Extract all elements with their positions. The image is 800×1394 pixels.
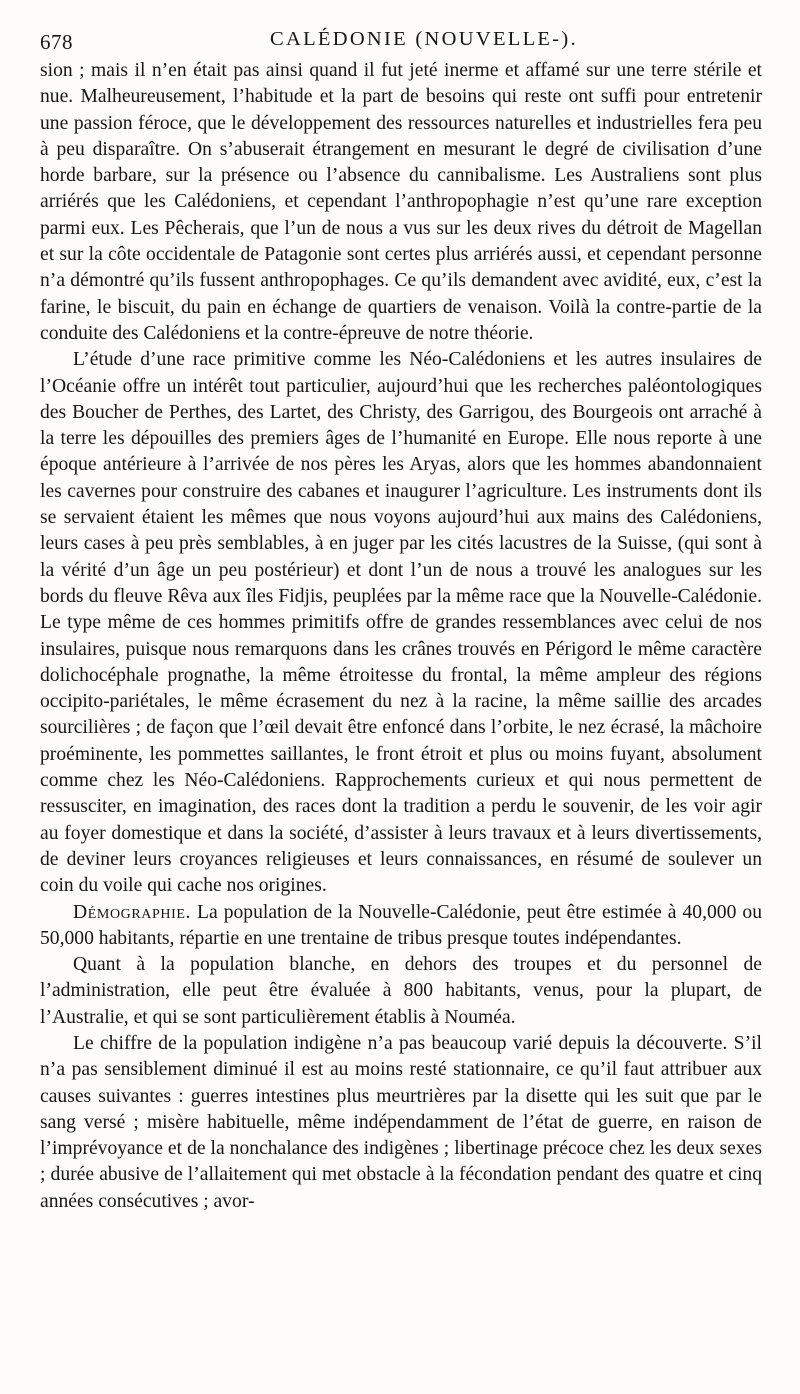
body-text [40, 58, 762, 1215]
page-header [40, 24, 762, 58]
section-heading-demographie: Démographie. [73, 901, 192, 923]
paragraph-demography [40, 900, 762, 953]
paragraph-cannibalism: sion ; mais il n’en était pas ainsi quand il fut jeté inerme et affamé sur une terre stérile et nue. Malheureusement, l’habitude et la part de besoins qui reste ont suffi pour entretenir une passion féroce, que le développement des ressources naturelles et industrielles fera peu à peu disparaître. On s’abuserait étrangement en mesurant le degré de civilisation d’une horde barbare, sur la présence ou l’absence du cannibalisme. Les Australiens sont plus arriérés que les Calédoniens, et cependant l’anthropophagie n’est qu’une rare exception parmi eux. Les Pêcherais, que l’un de nous a vus sur les deux rives du détroit de Magellan et sur la côte occidentale de Patagonie sont certes plus arriérés aussi, et cependant personne n’a démontré qu’ils fussent anthropophages. Ce qu’ils demandent avec avidité, eux, c’est la farine, le biscuit, du pain en échange de quartiers de venaison. Voilà la contre-partie de la conduite des Calédoniens et la contre-épreuve de notre théorie. [40, 60, 762, 344]
running-head: CALÉDONIE (NOUVELLE-). [270, 28, 578, 50]
book-page [40, 24, 762, 1374]
paragraph-demography-text: La population de la Nouvelle-Calédonie, peut être estimée à 40,000 ou 50,000 habitants, répartie en une trentaine de tribus presque toutes indépendantes. [40, 901, 762, 949]
paragraph-white-population: Quant à la population blanche, en dehors des troupes et du personnel de l’administration, elle peut être évaluée à 800 habitants, venus, pour la plupart, de l’Australie, et qui se sont particulièrement établis à Nouméa. [40, 954, 762, 1028]
paragraph-primitive-race: L’étude d’une race primitive comme les Néo-Calédoniens et les autres insulaires de l’Océanie offre un intérêt tout particulier, aujourd’hui que les recherches paléontologiques des Boucher de Perthes, des Lartet, des Christy, des Garrigou, des Bourgeois ont arraché à la terre les dépouilles des premiers âges de l’humanité en Europe. Elle nous reporte à une époque antérieure à l’arrivée de nos pères les Aryas, alors que les hommes abandonnaient les cavernes pour construire des cabanes et inaugurer l’agriculture. Les instruments dont ils se servaient étaient les mêmes que nous voyons aujourd’hui aux mains des Calédoniens, leurs cases à peu près semblables, à en juger par les cités lacustres de la Suisse, (qui sont à la vérité d’un âge un peu postérieur) et dont l’un de nous a trouvé les analogues sur les bords du fleuve Rêva aux îles Fidjis, peuplées par la même race que la Nouvelle-Calédonie. Le type même de ces hommes primitifs offre de grandes ressemblances avec celui de nos insulaires, puisque nous remarquons dans les crânes trouvés en Périgord le même caractère dolichocéphale prognathe, la même étroitesse du frontal, la même ampleur des régions occipito-pariétales, le même écrasement du nez à la racine, la même saillie des arcades sourcilières ; de façon que l’œil devait être enfoncé dans l’orbite, le nez écrasé, la mâchoire proéminente, les pommettes saillantes, le front étroit et plus ou moins fuyant, absolument comme chez les Néo-Calédoniens. Rapprochements curieux et qui nous permettent de ressusciter, en imagination, des races dont la tradition a perdu le souvenir, de les voir agir au foyer domestique et dans la société, d’assister à leurs travaux et à leurs divertissements, de deviner leurs croyances religieuses et leurs connaissances, en résumé de soulever un coin du voile qui cache nos origines. [40, 349, 762, 897]
paragraph-indigenous-population: Le chiffre de la population indigène n’a pas beaucoup varié depuis la découverte. S’il n’a pas sensiblement diminué il est au moins resté stationnaire, ce qu’il faut attribuer aux causes suivantes : guerres intestines plus meurtrières par la disette qui les suit que par le sang versé ; misère habituelle, même indépendamment de l’état de guerre, en raison de l’imprévoyance et de la nonchalance des indigènes ; libertinage précoce chez les deux sexes ; durée abusive de l’allaitement qui met obstacle à la fécondation pendant des quatre et cinq années consécutives ; avor- [40, 1032, 762, 1212]
page-number: 678 [40, 30, 73, 54]
